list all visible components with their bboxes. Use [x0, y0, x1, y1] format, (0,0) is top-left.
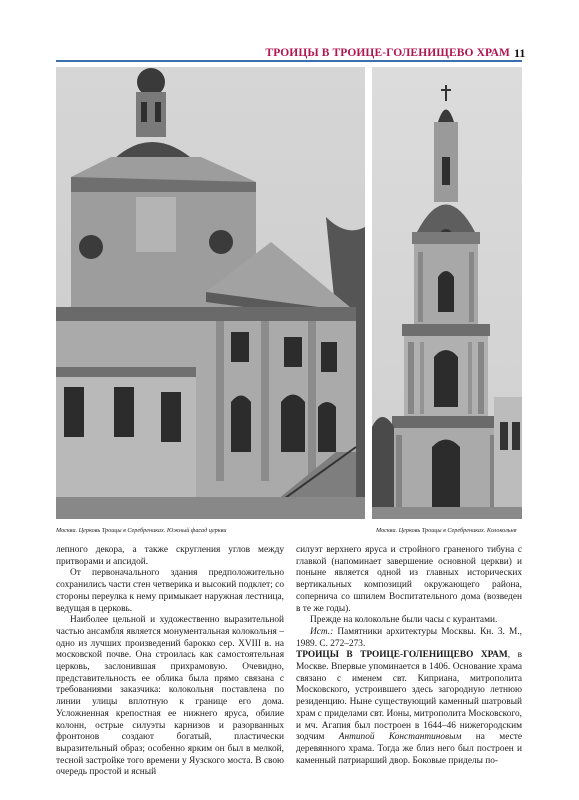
encyclopedia-entry — [296, 650, 522, 767]
church-south-facade-photo — [56, 67, 365, 519]
entry-text: , в Москве. Впервые упоминается в 1406. Основание храма связано с именем свт. Киприана, митрополита Московского, устроившего здесь загородную летнюю резиденцию. Ныне существующий каменный шатровый храм с приделами свт. Ионы, митрополита Московского, и мч. Агапия был построен в 1644–46 нижегородским зодчим — [296, 650, 522, 743]
paragraph: От первоначального здания предположительно сохранились части стен четверика и высокий подклет; со стороны переулка к нему примыкает наружная лестница, ведущая в церковь. — [56, 568, 284, 614]
source-reference — [296, 627, 522, 650]
running-header-title: ТРОИЦЫ В ТРОИЦЕ-ГОЛЕНИЩЕВО ХРАМ — [265, 47, 510, 59]
entry-text: на месте деревянного храма. Тогда же близ него был построен и каменный патриарший двор. Боковые приделы по- — [296, 732, 522, 766]
figure-caption-right: Москва. Церковь Троицы в Серебрениках. Колокольня — [376, 527, 517, 534]
paragraph: лепного декора, а также скругления углов между притворами и апсидой. — [56, 545, 284, 567]
header-rule — [56, 60, 522, 62]
source-text: Памятники архитектуры Москвы. Кн. 3. М., 1989. С. 272–273. — [296, 626, 522, 649]
page-number: 11 — [514, 46, 526, 60]
right-text-column — [296, 545, 522, 767]
entry-title: ТРОИЦЫ В ТРОИЦЕ-ГОЛЕНИЩЕВО ХРАМ — [296, 650, 508, 661]
bell-tower-photo — [372, 67, 522, 519]
figure-caption-left: Москва. Церковь Троицы в Серебрениках. Южный фасад церкви — [56, 527, 227, 534]
paragraph: силуэт верхнего яруса и стройного граненого тибуна с главкой (напоминает завершение основной церкви) и поныне является одной из главных исторических вертикальных композиций окружающего района, сопернича со шпилем Воспитательного дома (возведен в те же годы). — [296, 545, 522, 614]
source-label: Ист.: — [310, 626, 334, 637]
left-text-column — [56, 545, 284, 779]
paragraph: Наиболее цельной и художественно выразительной частью ансамбля является монументальная колокольня – одно из лучших произведений барокко сер. XVIII в. на московской почве. Она строилась как самостоятельная церковь, заслонившая прихрамовую. Очевидно, представительность ее облика была прямо связана с требованиями заказчика: колокольня поставлена по линии улицы вплотную к границе его дома. Усложненная крепостная ее нижнего яруса, обилие колонн, острые силуэты карнизов и разорванных фронтонов создают богатый, пластически выразительный образ; особенно ярким он был в мелкой, тесной застройке того времени у Яузского моста. В свою очередь простой и ясный — [56, 615, 284, 778]
paragraph: Прежде на колокольне были часы с курантами. — [310, 615, 498, 626]
architect-name: Антипой Константиновым — [338, 732, 462, 743]
